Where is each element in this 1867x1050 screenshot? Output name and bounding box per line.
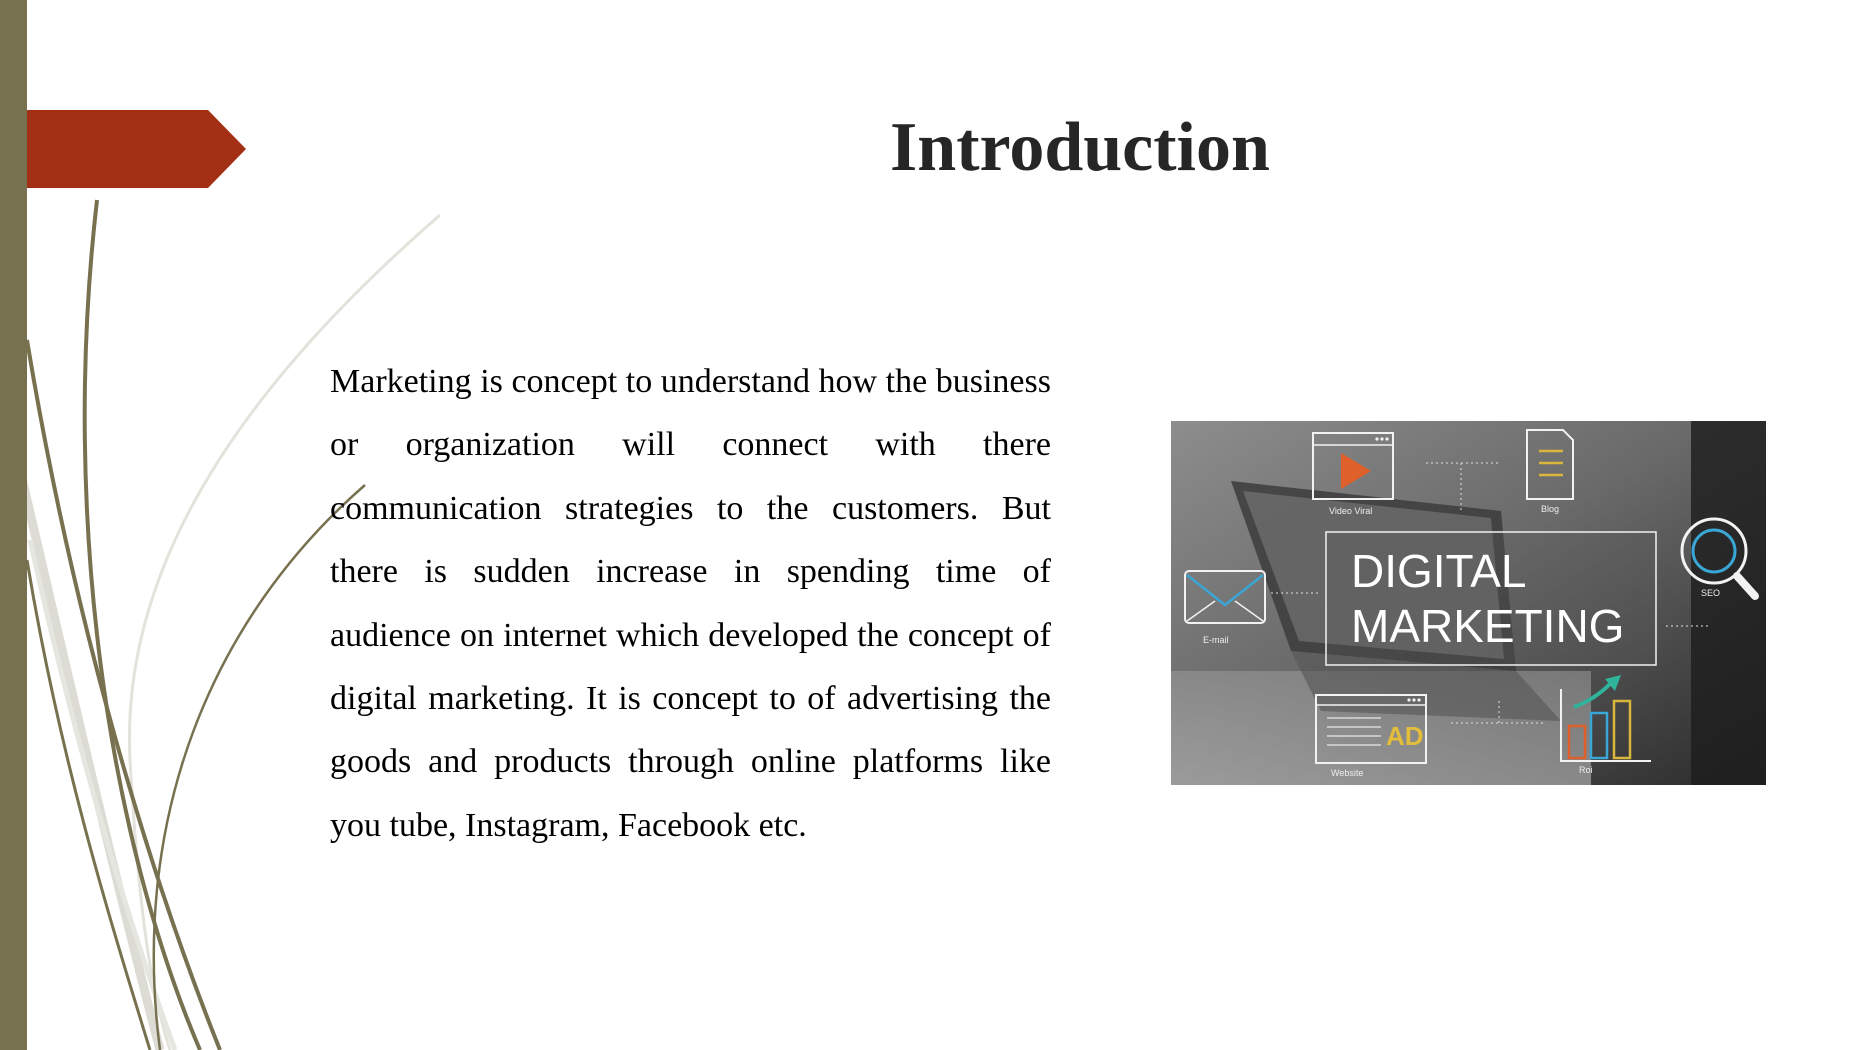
curve-light-2: [20, 470, 160, 1050]
curve-olive-2: [27, 340, 220, 1050]
slide-body-text: Marketing is concept to understand how the business or organization will connect with there communication strategies to the customers. But there is sudden increase in spending time of audience on internet which developed the concept of digital marketing. It is concept to of advertising the goods and products through online platforms like you tube, Instagram, Facebook etc.: [330, 363, 1051, 844]
left-accent-bar: [0, 0, 27, 1050]
seo-label: SEO: [1701, 588, 1721, 598]
curve-olive-1: [85, 200, 200, 1050]
curve-light-3: [30, 540, 175, 1050]
video-label: Video Viral: [1329, 506, 1373, 516]
ad-label: AD: [1386, 721, 1424, 751]
digital-marketing-image: [1171, 421, 1766, 785]
accent-tab-shape: [0, 110, 246, 188]
headline-line-2: MARKETING: [1351, 600, 1625, 652]
slide-title: Introduction: [890, 109, 1270, 186]
headline-line-1: DIGITAL: [1351, 545, 1527, 597]
roi-label: Roi: [1579, 765, 1593, 775]
email-label: E-mail: [1203, 635, 1229, 645]
website-label: Website: [1331, 768, 1364, 778]
blog-label: Blog: [1541, 504, 1560, 514]
curve-olive-4: [27, 560, 150, 1050]
